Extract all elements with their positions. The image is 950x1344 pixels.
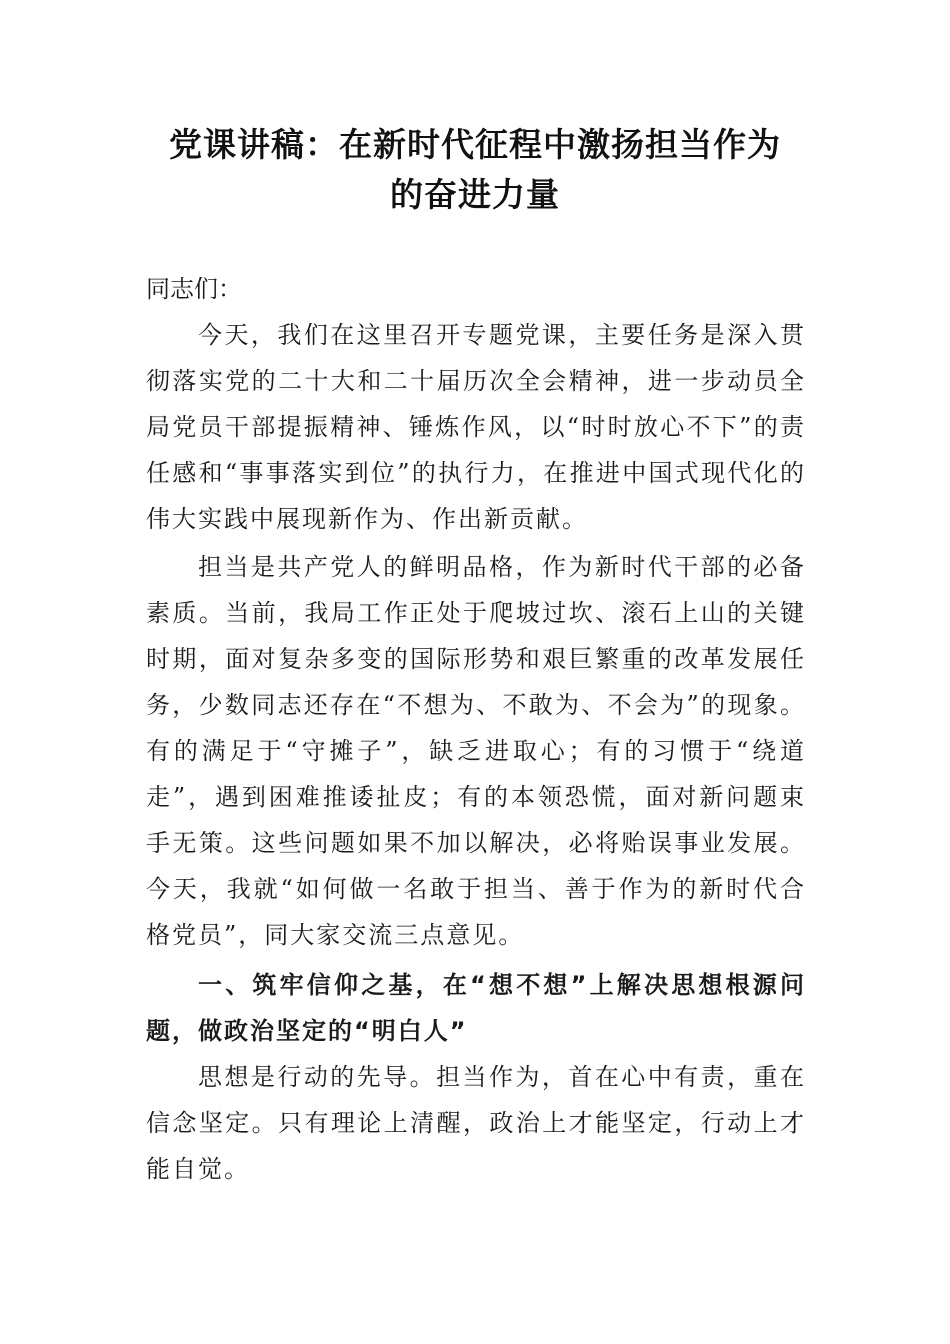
document-title-line2: 的奋进力量: [390, 175, 560, 214]
section-heading-1: 一、筑牢信仰之基，在“想不想”上解决思想根源问题，做政治坚定的“明白人”: [146, 971, 806, 1045]
paragraph-2: 担当是共产党人的鲜明品格，作为新时代干部的必备素质。当前，我局工作正处于爬坡过坎、滚石上山的关键时期，面对复杂多变的国际形势和艰巨繁重的改革发展任务，少数同志还存在“不想为、不敢为、不会为”的现象。有的满足于“守摊子”，缺乏进取心；有的习惯于“绕道走”，遇到困难推诿扯皮；有的本领恐慌，面对新问题束手无策。这些问题如果不加以解决，必将贻误事业发展。今天，我就“如何做一名敢于担当、善于作为的新时代合格党员”，同大家交流三点意见。: [146, 553, 806, 949]
document-title-line1: 党课讲稿：在新时代征程中激扬担当作为: [169, 125, 781, 164]
greeting: 同志们：: [146, 275, 242, 303]
paragraph-3: 思想是行动的先导。担当作为，首在心中有责，重在信念坚定。只有理论上清醒，政治上才能坚定，行动上才能自觉。: [146, 1063, 806, 1183]
paragraph-1: 今天，我们在这里召开专题党课，主要任务是深入贯彻落实党的二十大和二十届历次全会精神，进一步动员全局党员干部提振精神、锤炼作风，以“时时放心不下”的责任感和“事事落实到位”的执行力，在推进中国式现代化的伟大实践中展现新作为、作出新贡献。: [146, 321, 806, 533]
